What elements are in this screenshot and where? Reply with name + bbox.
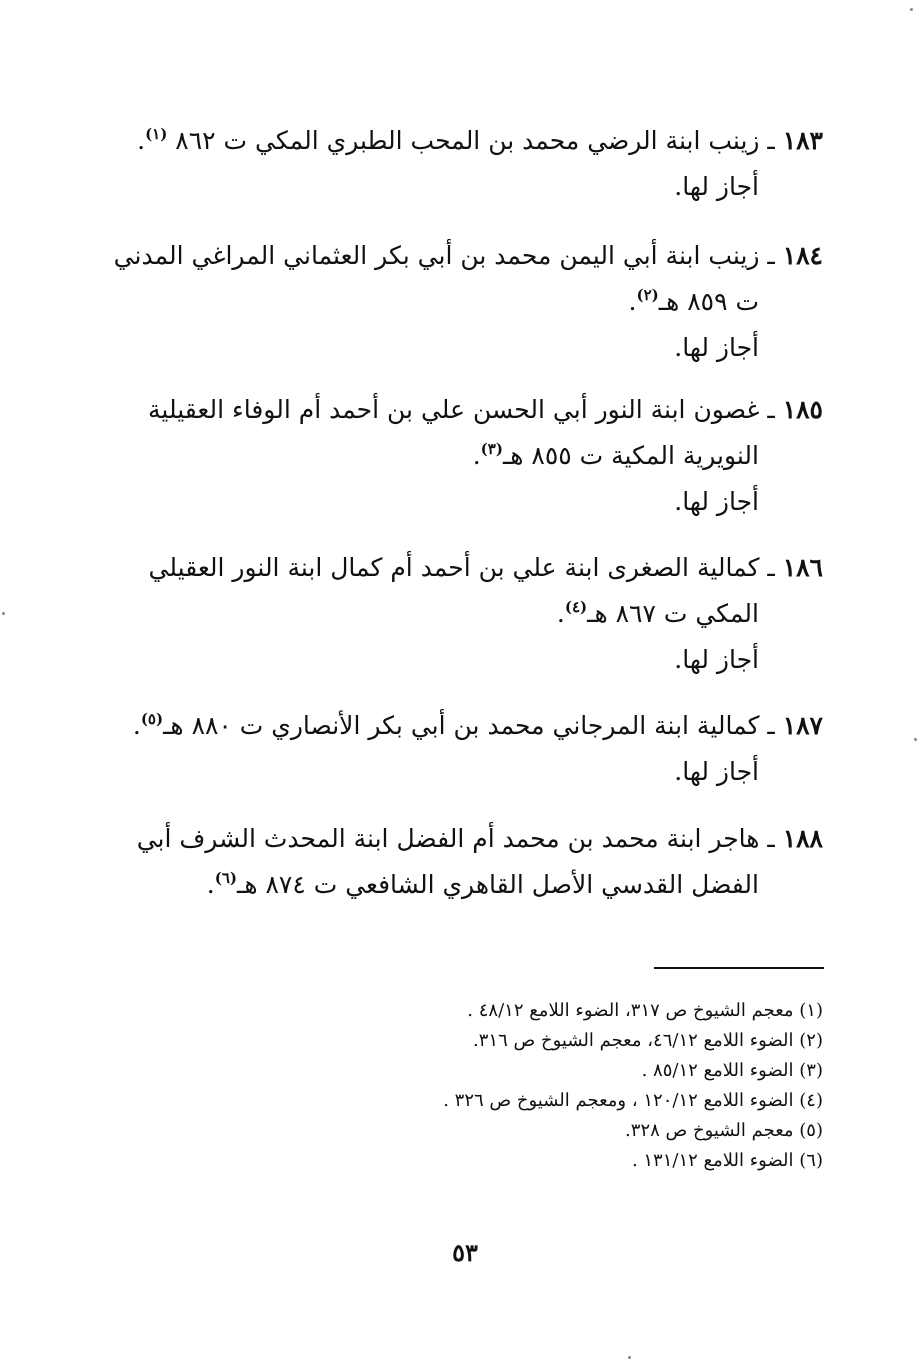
entry-text: زينب ابنة الرضي محمد بن المحب الطبري المكي ت ٨٦٢: [175, 126, 760, 155]
entry-text: زينب ابنة أبي اليمن محمد بن أبي بكر العثماني المراغي المدني: [113, 241, 760, 270]
entry-line-1: [133, 703, 823, 749]
entry-number: ١٨٣: [782, 126, 823, 155]
separator: ـ: [759, 824, 783, 853]
entry-line-1: [113, 233, 823, 279]
separator: ـ: [759, 553, 783, 582]
footnote-marker: (٤): [564, 598, 588, 616]
entry-number: ١٨٧: [782, 711, 823, 740]
entry-text: النويرية المكية ت ٨٥٥ هـ: [502, 441, 759, 470]
ijaza-line: أجاز لها.: [674, 757, 759, 786]
entry-185: [133, 387, 823, 525]
entry-tail: .: [137, 126, 146, 155]
entry-text: غصون ابنة النور أبي الحسن علي بن أحمد أم الوفاء العقيلية: [148, 395, 760, 424]
entry-text: ت ٨٥٩ هـ: [658, 287, 759, 316]
entry-184: [113, 233, 823, 371]
footnote-marker: (٢): [636, 286, 659, 304]
entry-number: ١٨٨: [782, 824, 823, 853]
ijaza-line: أجاز لها.: [674, 645, 759, 674]
scan-speck: [2, 612, 5, 615]
ijaza-line: أجاز لها.: [674, 172, 759, 201]
footnotes: [323, 996, 823, 1176]
ijaza-line: أجاز لها.: [674, 487, 759, 516]
entry-line-2: [133, 279, 823, 325]
scan-speck: [910, 8, 913, 11]
entry-tail: .: [206, 870, 215, 899]
separator: ـ: [759, 395, 783, 424]
separator: ـ: [759, 711, 783, 740]
entry-188: [133, 816, 823, 908]
entry-text: كمالية ابنة المرجاني محمد بن أبي بكر الأنصاري ت ٨٨٠ هـ: [163, 711, 760, 740]
entry-line-1: [133, 118, 823, 164]
entry-183: [133, 118, 823, 210]
page-number: ٥٣: [452, 1238, 478, 1267]
entry-number: ١٨٥: [782, 395, 823, 424]
entry-line-2: [133, 591, 823, 637]
footnote-marker: (٣): [480, 440, 503, 458]
entry-tail: .: [556, 599, 565, 628]
entry-number: ١٨٦: [782, 553, 823, 582]
entry-number: ١٨٤: [782, 241, 823, 270]
entry-line-1: [133, 816, 823, 862]
entry-186: [133, 545, 823, 683]
footnote-5: (٥) معجم الشيوخ ص ٣٢٨.: [625, 1120, 823, 1141]
entry-line-2: [133, 433, 823, 479]
separator: ـ: [759, 126, 783, 155]
footnote-2: (٢) الضوء اللامع ٤٦/١٢، معجم الشيوخ ص ٣١٦.: [473, 1030, 823, 1051]
separator: ـ: [759, 241, 783, 270]
entry-tail: .: [132, 711, 141, 740]
footnote-marker: (٦): [214, 869, 237, 887]
footnote-4: (٤) الضوء اللامع ١٢٠/١٢ ، ومعجم الشيوخ ص ٣٢٦ .: [443, 1090, 823, 1111]
entry-187: [133, 703, 823, 795]
scan-speck: [914, 738, 917, 741]
entry-tail: .: [472, 441, 481, 470]
footnote-marker: (٥): [140, 710, 164, 728]
footnote-3: (٣) الضوء اللامع ٨٥/١٢ .: [641, 1060, 823, 1081]
entry-text: الفضل القدسي الأصل القاهري الشافعي ت ٨٧٤ هـ: [237, 870, 759, 899]
ijaza-line: أجاز لها.: [674, 333, 759, 362]
entry-text: كمالية الصغرى ابنة علي بن أحمد أم كمال ابنة النور العقيلي: [148, 553, 760, 582]
footnote-marker: (١): [145, 125, 168, 143]
footnote-separator: [654, 967, 824, 969]
footnote-1: (١) معجم الشيوخ ص ٣١٧، الضوء اللامع ٤٨/١٢ .: [467, 1000, 823, 1021]
entry-tail: .: [628, 287, 637, 316]
entry-line-2: [133, 862, 823, 908]
footnote-6: (٦) الضوء اللامع ١٣١/١٢ .: [631, 1150, 823, 1171]
scan-speck: [628, 1356, 631, 1359]
entry-text: المكي ت ٨٦٧ هـ: [587, 599, 759, 628]
entry-text: هاجر ابنة محمد بن محمد أم الفضل ابنة المحدث الشرف أبي: [136, 824, 760, 853]
entry-line-1: [133, 387, 823, 433]
entry-line-1: [133, 545, 823, 591]
